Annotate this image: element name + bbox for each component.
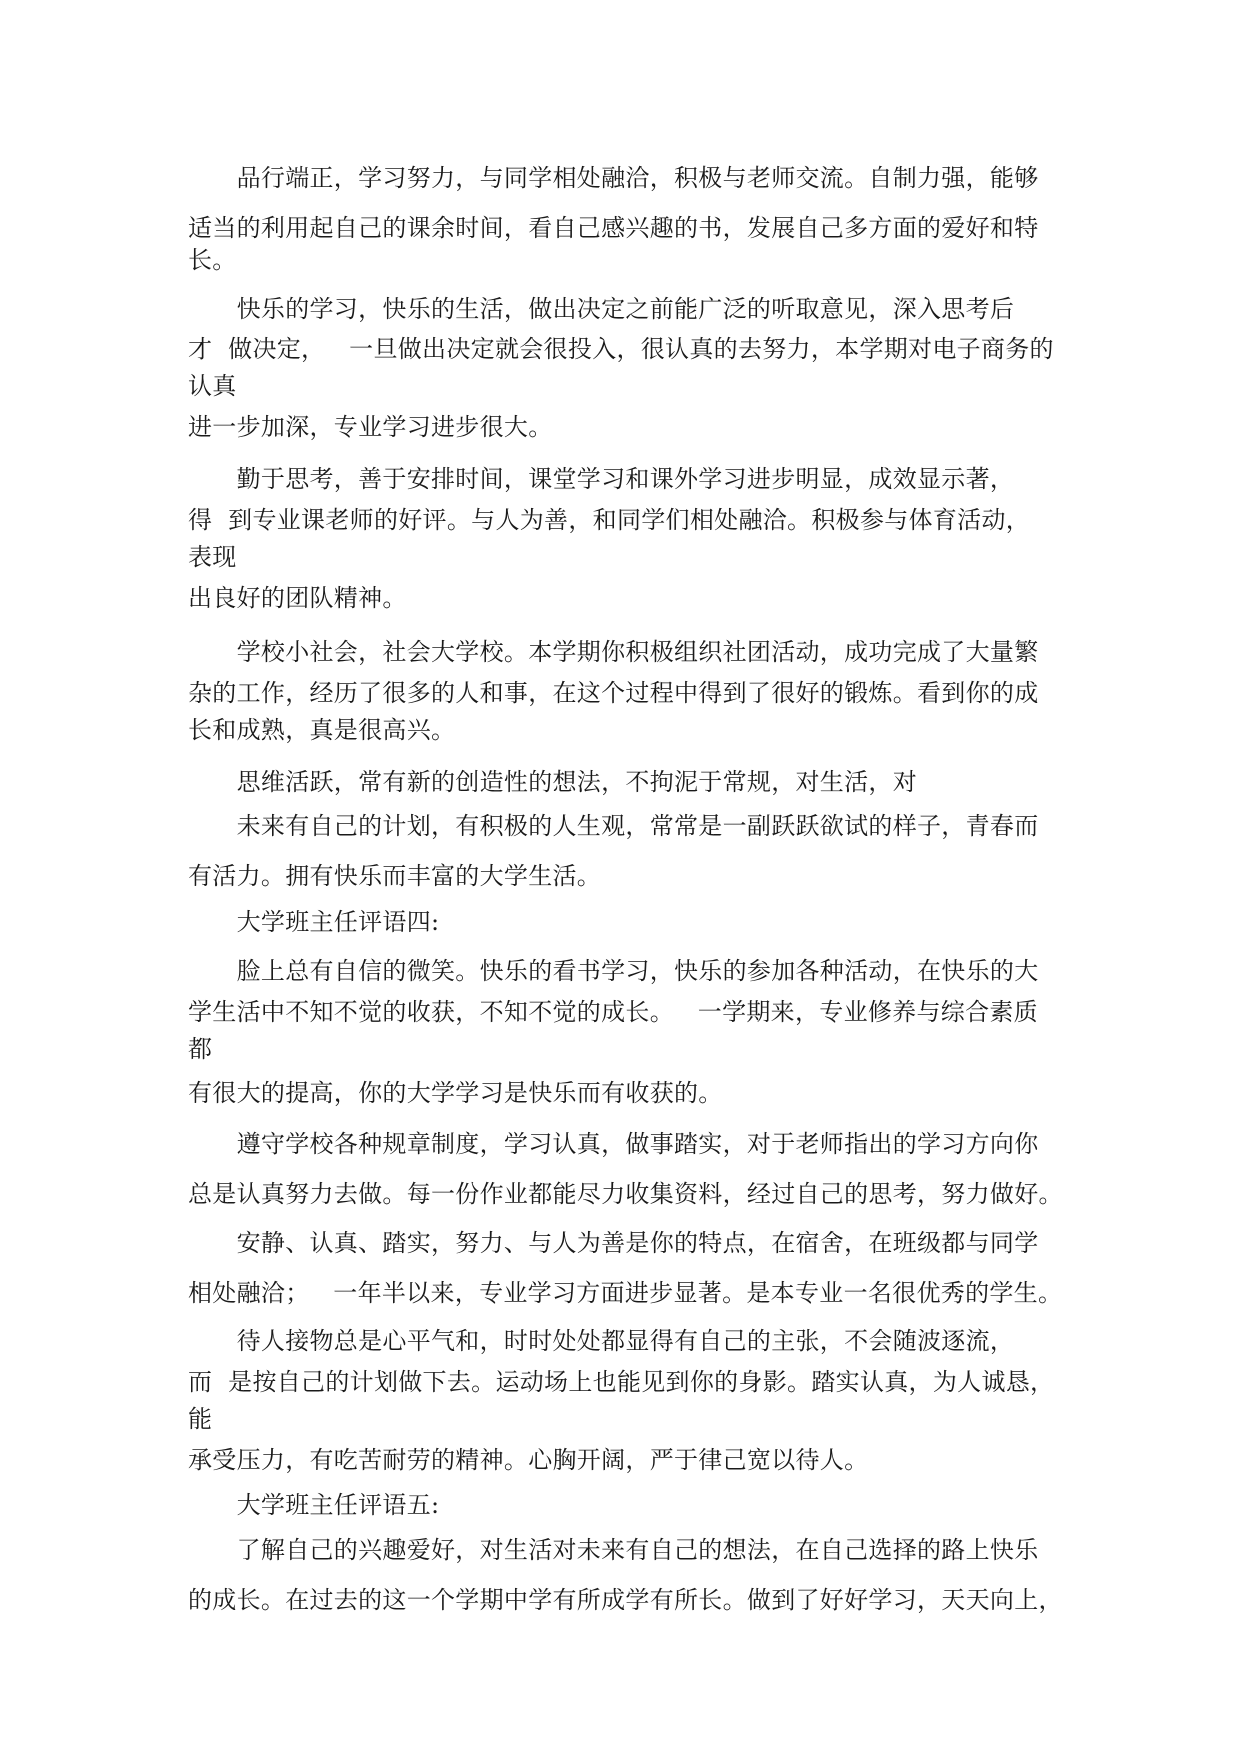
text-line: 快乐的学习，快乐的生活，做出决定之前能广泛的听取意见，深入思考后 <box>188 295 1015 323</box>
text-line: 大学班主任评语五: <box>188 1491 440 1519</box>
text-line: 遵守学校各种规章制度，学习认真，做事踏实，对于老师指出的学习方向你 <box>188 1130 1039 1158</box>
text-line: 杂的工作，经历了很多的人和事，在这个过程中得到了很好的锻炼。看到你的成 <box>188 679 1039 707</box>
text-line: 能 <box>188 1405 213 1433</box>
text-line: 出良好的团队精神。 <box>188 584 407 612</box>
text-line: 长。 <box>188 246 237 274</box>
text-line: 认真 <box>188 372 237 400</box>
text-line: 都 <box>188 1035 213 1063</box>
text-line: 有很大的提高，你的大学学习是快乐而有收获的。 <box>188 1079 723 1107</box>
text-line: 相处融洽； 一年半以来，专业学习方面进步显著。是本专业一名很优秀的学生。 <box>188 1279 1063 1307</box>
text-line: 承受压力，有吃苦耐劳的精神。心胸开阔，严于律己宽以待人。 <box>188 1446 869 1474</box>
text-line: 思维活跃，常有新的创造性的想法，不拘泥于常规，对生活，对 <box>188 768 917 796</box>
text-line: 有活力。拥有快乐而丰富的大学生活。 <box>188 862 602 890</box>
text-line: 得 到专业课老师的好评。与人为善，和同学们相处融洽。积极参与体育活动， <box>188 506 1031 534</box>
text-line: 学校小社会，社会大学校。本学期你积极组织社团活动，成功完成了大量繁 <box>188 638 1039 666</box>
text-line: 大学班主任评语四: <box>188 908 440 936</box>
text-line: 学生活中不知不觉的收获，不知不觉的成长。 一学期来，专业修养与综合素质 <box>188 998 1038 1026</box>
text-line: 品行端正，学习努力，与同学相处融洽，积极与老师交流。自制力强，能够 <box>188 164 1039 192</box>
text-line: 总是认真努力去做。每一份作业都能尽力收集资料，经过自己的思考，努力做好。 <box>188 1180 1063 1208</box>
text-line: 脸上总有自信的微笑。快乐的看书学习，快乐的参加各种活动，在快乐的大 <box>188 957 1039 985</box>
text-line: 待人接物总是心平气和，时时处处都显得有自己的主张，不会随波逐流， <box>188 1327 1015 1355</box>
text-line: 未来有自己的计划，有积极的人生观，常常是一副跃跃欲试的样子，青春而 <box>188 812 1039 840</box>
text-line: 的成长。在过去的这一个学期中学有所成学有所长。做到了好好学习，天天向上， <box>188 1586 1063 1614</box>
text-line: 了解自己的兴趣爱好，对生活对未来有自己的想法，在自己选择的路上快乐 <box>188 1536 1039 1564</box>
text-line: 勤于思考，善于安排时间，课堂学习和课外学习进步明显，成效显示著， <box>188 465 1015 493</box>
text-line: 安静、认真、踏实，努力、与人为善是你的特点，在宿舍，在班级都与同学 <box>188 1229 1039 1257</box>
text-line: 长和成熟，真是很高兴。 <box>188 716 456 744</box>
text-line: 表现 <box>188 543 237 571</box>
text-line: 而 是按自己的计划做下去。运动场上也能见到你的身影。踏实认真，为人诚恳， <box>188 1368 1055 1396</box>
text-line: 进一步加深，专业学习进步很大。 <box>188 413 553 441</box>
text-line: 适当的利用起自己的课余时间，看自己感兴趣的书，发展自己多方面的爱好和特 <box>188 214 1039 242</box>
text-line: 才 做决定， 一旦做出决定就会很投入，很认真的去努力，本学期对电子商务的 <box>188 335 1054 363</box>
